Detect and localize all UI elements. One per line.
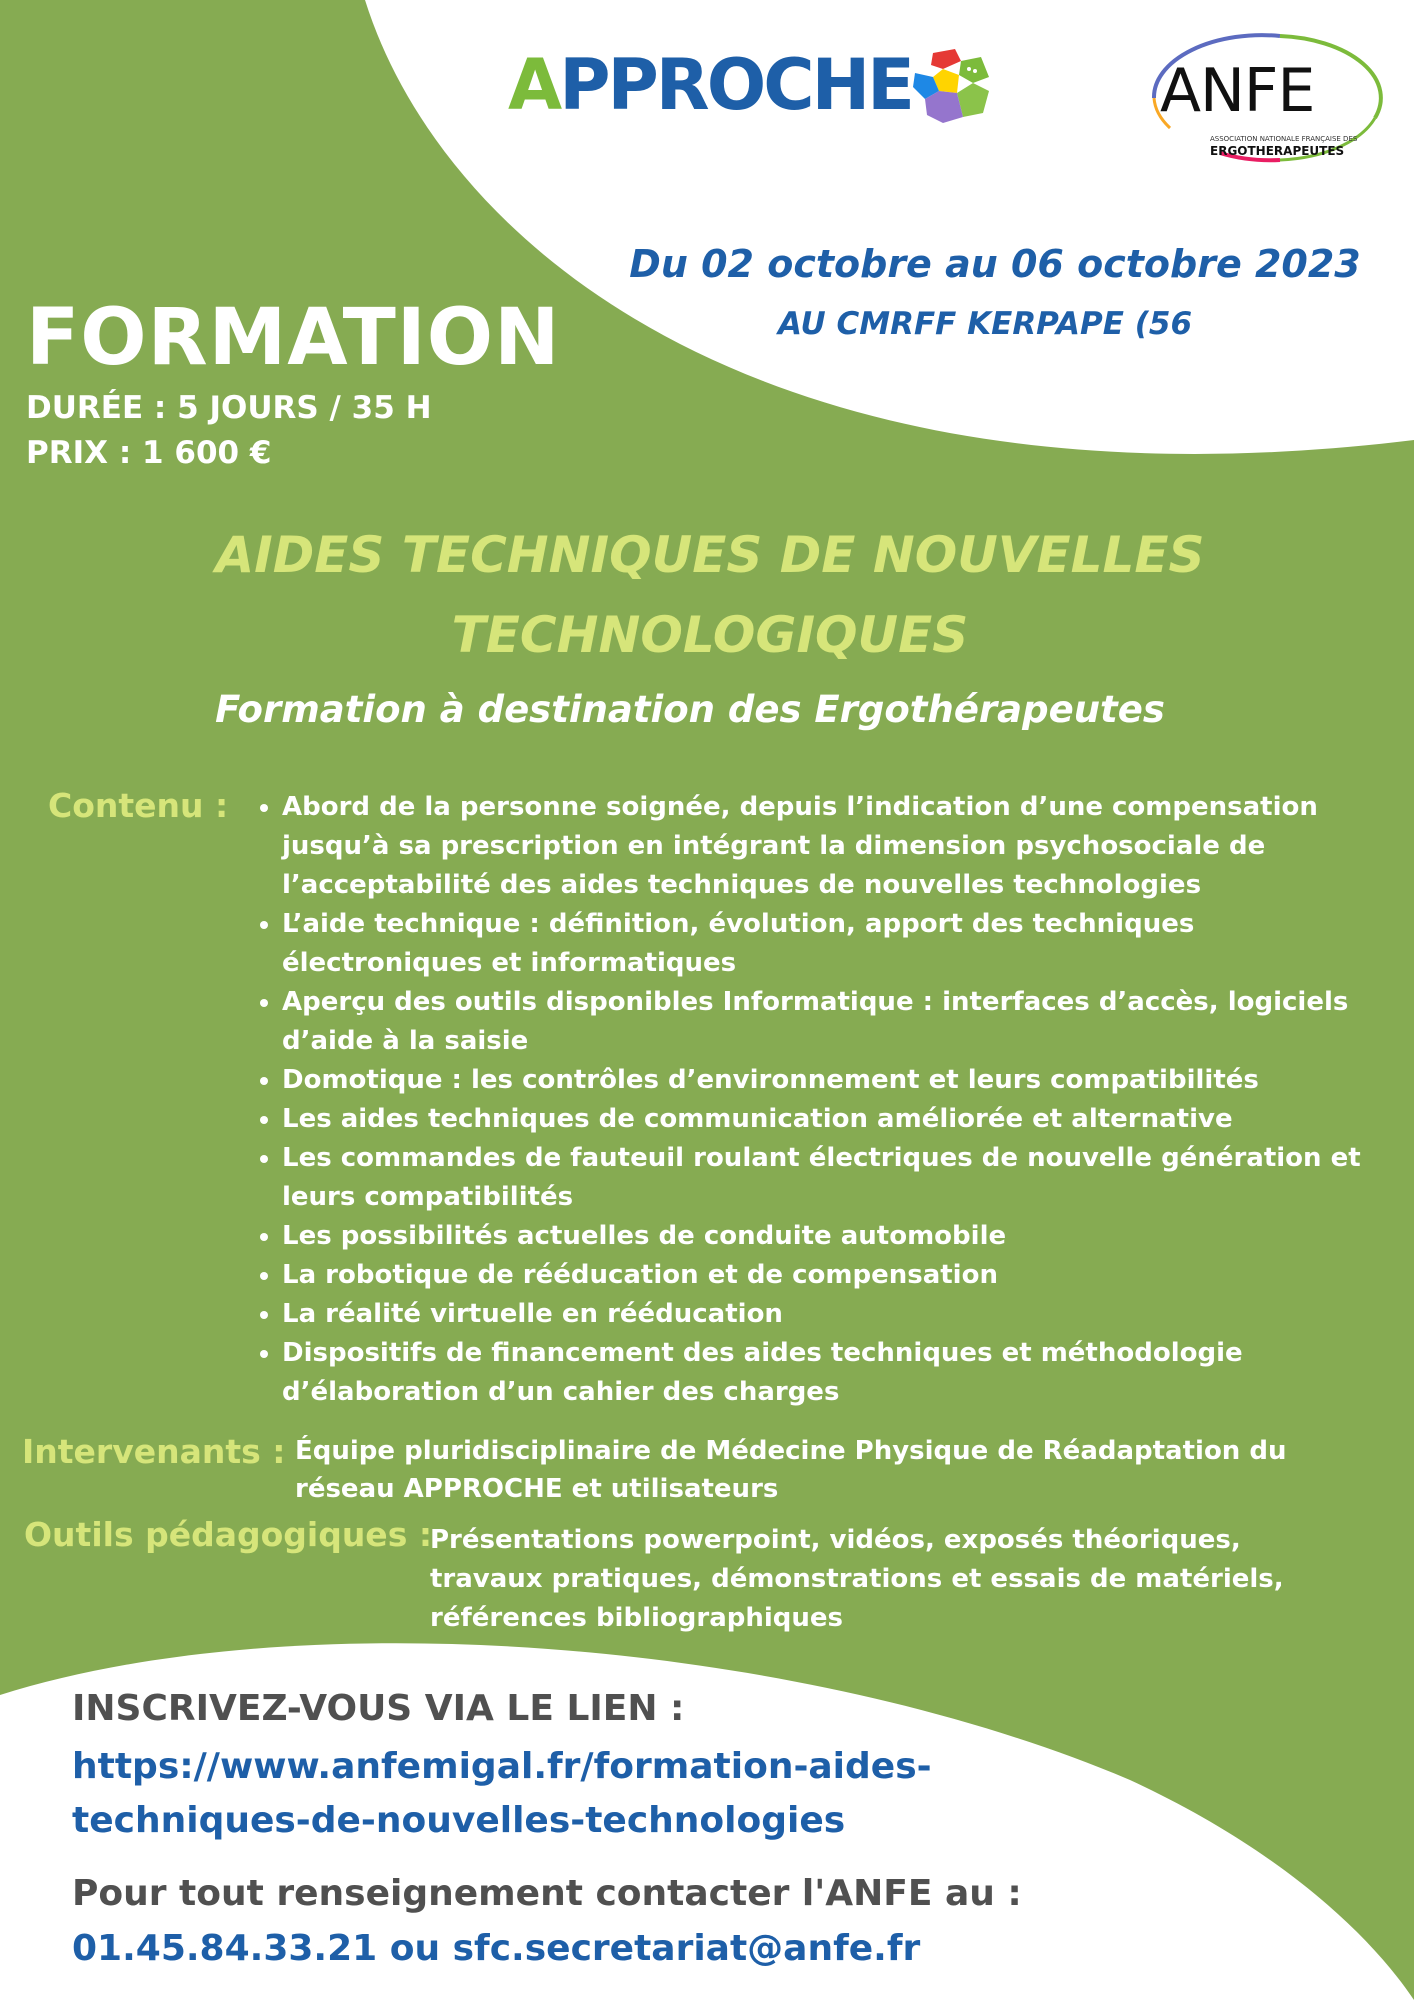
contenu-label: Contenu : (48, 786, 229, 825)
outils-text: Présentations powerpoint, vidéos, exposés théoriques, travaux pratiques, démonstrations et essais de matériels, références bibliographiques (430, 1525, 1284, 1633)
course-title (120, 515, 1300, 675)
formation-duration: DURÉE : 5 JOURS / 35 H (26, 390, 432, 426)
anfe-logo-subtitle: ASSOCIATION NATIONALE FRANÇAISE DES (1210, 135, 1358, 143)
approche-logo-letter: A (508, 44, 560, 126)
contact-label: Pour tout renseignement contacter l'ANFE au : (72, 1873, 1022, 1914)
intervenants-label: Intervenants : (22, 1432, 286, 1471)
contenu-list (248, 788, 1372, 1412)
list-item: • Les possibilités actuelles de conduite automobile (282, 1217, 1372, 1256)
contact-value: 01.45.84.33.21 ou sfc.secretariat@anfe.fr (72, 1928, 921, 1969)
approche-logo-text: PPROCHE (559, 44, 912, 126)
anfe-logo-subtitle-2: ERGOTHERAPEUTES (1210, 144, 1345, 158)
list-item: • L’aide technique : définition, évolution, apport des techniques électroniques et informatiques (282, 905, 1372, 983)
course-location: AU CMRFF KERPAPE (56 (777, 306, 1193, 342)
list-item: • La réalité virtuelle en rééducation (282, 1295, 1372, 1334)
outils-label: Outils pédagogiques : (24, 1515, 433, 1554)
list-item: • La robotique de rééducation et de compensation (282, 1256, 1372, 1295)
anfe-logo-text: ANFE (1160, 56, 1315, 126)
list-item: • Aperçu des outils disponibles Informatique : interfaces d’accès, logiciels d’aide à la saisie (282, 983, 1372, 1061)
list-item: • Les aides techniques de communication améliorée et alternative (282, 1100, 1372, 1139)
list-item: • Domotique : les contrôles d’environnement et leurs compatibilités (282, 1061, 1372, 1100)
list-item: • Dispositifs de financement des aides techniques et méthodologie d’élaboration d’un cahier des charges (282, 1334, 1372, 1412)
intervenants-text: Équipe pluridisciplinaire de Médecine Physique de Réadaptation du réseau APPROCHE et utilisateurs (295, 1436, 1287, 1504)
formation-price: PRIX : 1 600 € (26, 435, 272, 471)
anfe-logo (1130, 28, 1392, 166)
list-item: • Abord de la personne soignée, depuis l’indication d’une compensation jusqu’à sa prescription en intégrant la dimension psychosociale de l’acceptabilité des aides techniques de nouvelles technologies (282, 788, 1372, 905)
course-subtitle: Formation à destination des Ergothérapeutes (215, 688, 1165, 731)
formation-title: FORMATION (26, 293, 561, 383)
list-item: • Les commandes de fauteuil roulant électriques de nouvelle génération et leurs compatibilités (282, 1139, 1372, 1217)
course-title-line-2: TECHNOLOGIQUES (451, 606, 969, 664)
signup-label: INSCRIVEZ-VOUS VIA LE LIEN : (72, 1688, 685, 1729)
approche-logo (508, 45, 988, 125)
course-dates: Du 02 octobre au 06 octobre 2023 (629, 242, 1361, 286)
signup-link[interactable]: https://www.anfemigal.fr/formation-aides-techniques-de-nouvelles-technologies (72, 1746, 932, 1841)
france-map-icon (913, 47, 993, 125)
course-title-line-1: AIDES TECHNIQUES DE NOUVELLES (215, 526, 1205, 584)
